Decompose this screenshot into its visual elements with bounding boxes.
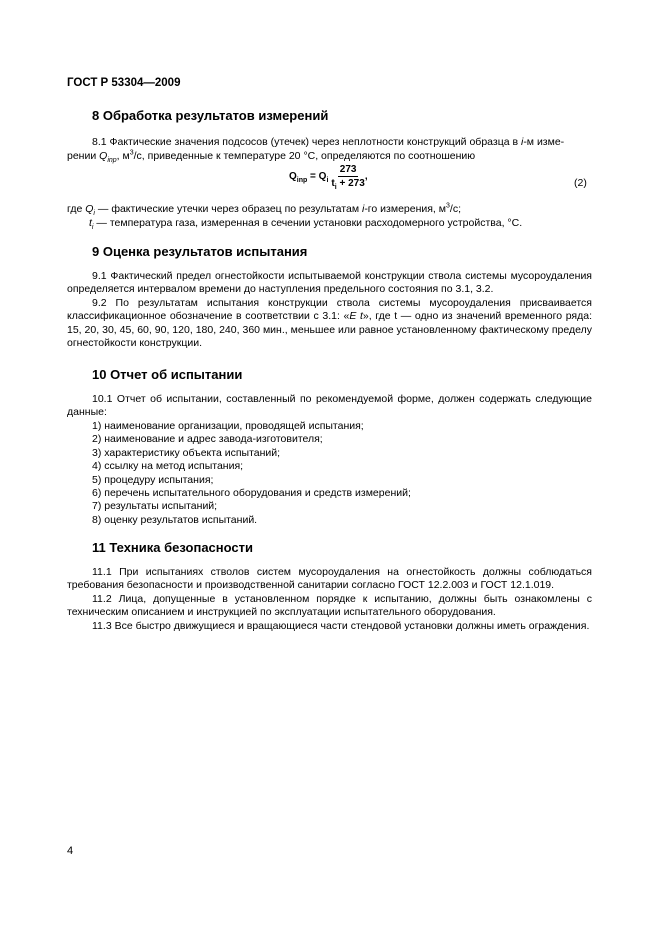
list-item: 7) результаты испытаний; [92,500,218,513]
list-item: 1) наименование организации, проводящей испытания; [92,420,364,432]
list-item: 8) оценку результатов испытаний. [92,513,258,526]
list-item: 3) характеристику объекта испытаний; [92,446,281,459]
s8-where-1: где $Q_i$ — фактические утечки через образец по результатам i-го измерения, $м^3/с$; [67,202,461,218]
s8-p1-line2: рении $Q_{inp}$, $м^3/с$, приведенные к температуре 20 °С, определяются по соотношению [67,149,476,165]
page-number: 4 [67,845,74,857]
standard-header: ГОСТ Р 53304—2009 [67,77,181,89]
formula-2: $Q_{inp}$ = $Q_i$ $\frac{273}{t_i + 273}$ , [289,164,368,191]
s9-paragraph-1: 9.1 Фактический предел огнестойкости испытываемой конструкции ствола системы мусороудаления определяется интервалом времени до наступления предельного состояния по 3.1, 3.2. [67,270,592,296]
section-9-heading: 9 Оценка результатов испытания [92,244,308,259]
list-item: 4) ссылку на метод испытания; [92,460,244,473]
s8-p1-line1: 8.1 Фактические значения подсосов (утечек) через неплотности конструкций образца в i-м изме- [92,136,565,148]
list-item: 2) наименование и адрес завода-изготовителя; [92,433,323,446]
s11-paragraph-2: 11.2 Лица, допущенные в установленном порядке к испытанию, должны быть ознакомлены с техническим описанием и инструкцией по эксплуатации испытательного оборудования. [67,593,592,619]
list-item: 6) перечень испытательного оборудования и средств измерений; [92,487,411,500]
section-11-heading: 11 Техника безопасности [92,540,253,555]
s11-paragraph-1: 11.1 При испытаниях стволов систем мусороудаления на огнестойкость должны соблюдаться требования безопасности и производственной санитарии согласно ГОСТ 12.2.003 и ГОСТ 12.1.019. [67,566,592,592]
formula-fraction: $\frac{273}{t_i + 273}$ [331,164,365,191]
equation-number: (2) [574,177,587,189]
s9-paragraph-2: 9.2 По результатам испытания конструкции ствола системы мусороудаления присваивается классификационное обозначение в соответствии с 3.1: «E t», где t — одно из значений временного ряда: 15, 20, 30, 45, 60, 90, 120, 180, 240, 360 мин., меньшее или равное установленному фактическому пределу огнестойкости конструкции. [67,297,592,349]
section-8-heading: 8 Обработка результатов измерений [92,108,329,123]
list-item: 5) процедуру испытания; [92,473,214,486]
report-contents-list [92,420,411,527]
section-10-heading: 10 Отчет об испытании [92,367,243,382]
s10-paragraph-1: 10.1 Отчет об испытании, составленный по рекомендуемой форме, должен содержать следующие данные: [67,393,592,419]
s11-paragraph-3: 11.3 Все быстро движущиеся и вращающиеся части стендовой установки должны иметь ограждения. [92,620,590,632]
s8-where-2: $t_i$ — температура газа, измеренная в сечении установки расходомерного устройства, °С. [89,217,523,232]
